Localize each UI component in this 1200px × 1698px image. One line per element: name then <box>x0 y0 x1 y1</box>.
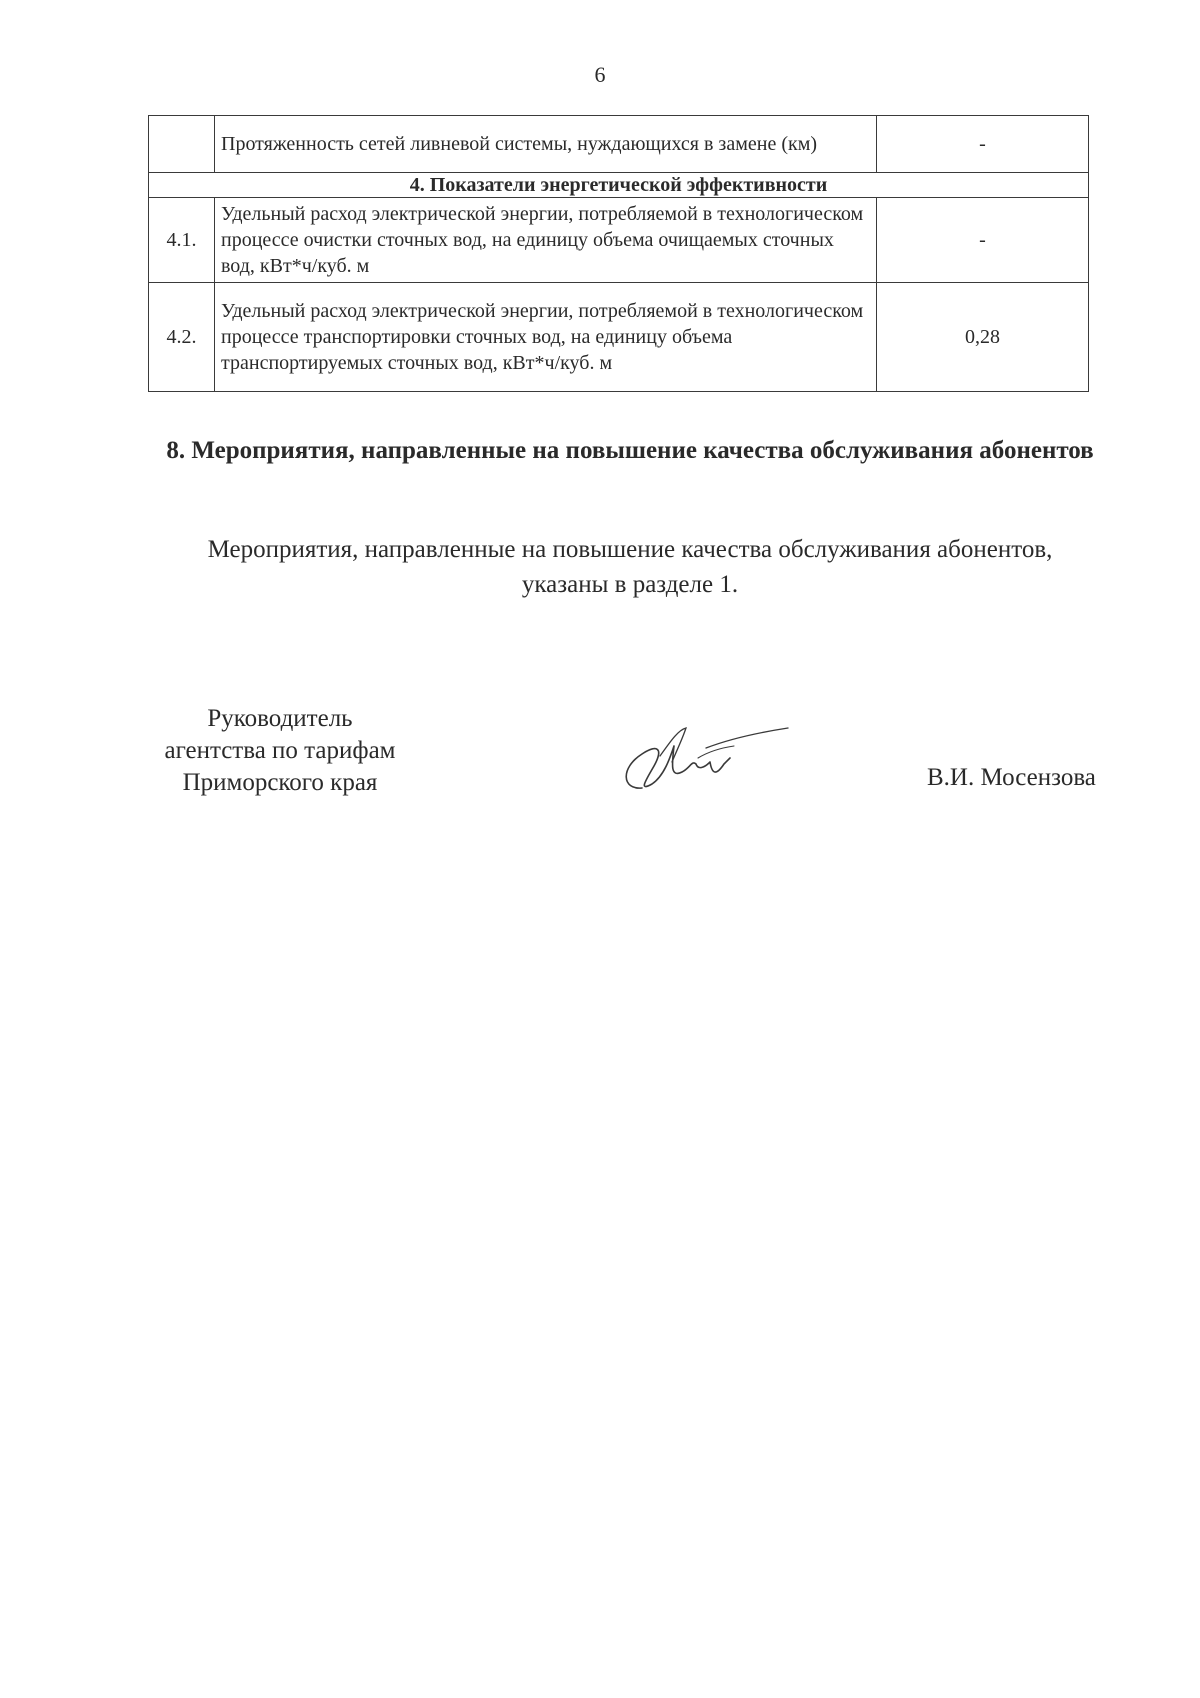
row-value: - <box>877 116 1089 173</box>
row-name: Протяженность сетей ливневой системы, нуждающихся в замене (км) <box>215 116 877 173</box>
row-number: 4.1. <box>149 198 215 283</box>
row-value: 0,28 <box>877 283 1089 392</box>
table-row <box>149 116 1089 173</box>
table-section-row <box>149 173 1089 198</box>
handwritten-signature <box>612 718 792 808</box>
section-8-body: Мероприятия, направленные на повышение качества обслуживания абонентов, указаны в разделе 1. <box>207 536 1053 598</box>
row-number: 4.2. <box>149 283 215 392</box>
row-number <box>149 116 215 173</box>
section-8-title: 8. Мероприятия, направленные на повышение качества обслуживания абонентов <box>166 437 1094 464</box>
signer-title-line: Приморского края <box>182 769 378 796</box>
table-row <box>149 283 1089 392</box>
section-heading: 4. Показатели энергетической эффективности <box>149 173 1089 198</box>
signer-title-line: агентства по тарифам <box>164 737 396 764</box>
row-name: Удельный расход электрической энергии, потребляемой в технологическом процессе очистки сточных вод, на единицу объема очищаемых сточных вод, кВт*ч/куб. м <box>215 198 877 283</box>
signer-name: В.И. Мосензова <box>927 764 1096 791</box>
signer-title <box>130 703 430 799</box>
indicators-table <box>148 115 1089 392</box>
row-name: Удельный расход электрической энергии, потребляемой в технологическом процессе транспортировки сточных вод, на единицу объема транспортируемых сточных вод, кВт*ч/куб. м <box>215 283 877 392</box>
row-value: - <box>877 198 1089 283</box>
table-row <box>149 198 1089 283</box>
page-number: 6 <box>594 62 606 87</box>
signer-title-line: Руководитель <box>207 705 353 732</box>
